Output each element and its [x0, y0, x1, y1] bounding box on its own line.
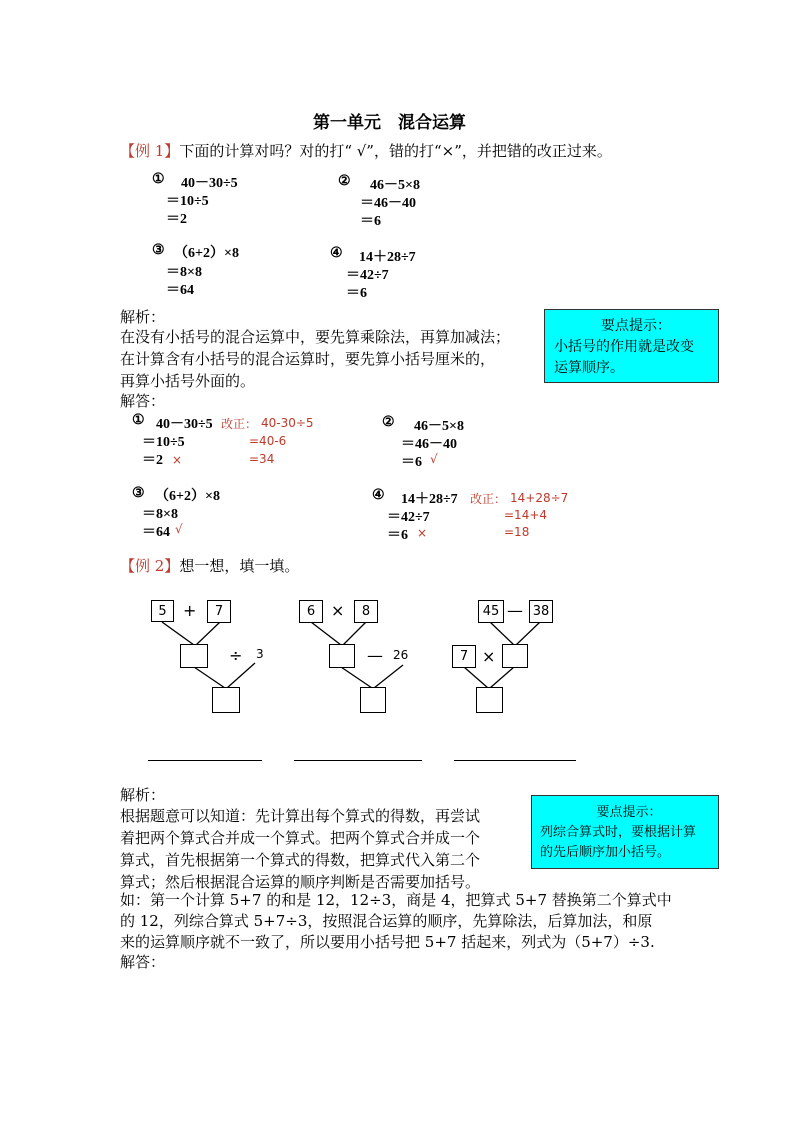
answer-line: （6+2）×8	[155, 489, 220, 504]
analysis-line: 再算小括号外面的。	[120, 372, 256, 390]
example1-prompt: 下面的计算对吗？对的打“ √”，错的打“×”，并把错的改正过来。	[179, 142, 612, 160]
operand-box: 8	[354, 600, 378, 623]
answer-box[interactable]	[329, 644, 355, 668]
answer-label: 解答：	[120, 953, 166, 971]
problem-line: ＝2	[166, 212, 187, 227]
tip-line: 列综合算式时，要根据计算	[540, 825, 697, 840]
fix-line: 40-30÷5	[261, 416, 314, 430]
operand-box: 45	[478, 600, 504, 623]
operand: 3	[256, 647, 264, 661]
tip-box	[531, 795, 719, 869]
operator: —	[367, 646, 383, 665]
problem-line: 14＋28÷7	[359, 250, 416, 265]
correct-mark: √	[175, 522, 183, 536]
result-box[interactable]	[360, 687, 386, 713]
fix-line: 14+28÷7	[510, 491, 569, 505]
answer-line: ＝6	[387, 528, 408, 543]
operator: ÷	[229, 646, 243, 665]
answer-number: ③	[132, 486, 145, 501]
problem-line: （6+2）×8	[174, 246, 239, 261]
fix-line: =40-6	[249, 434, 287, 448]
fix-line: =18	[504, 525, 530, 539]
tip-title: 要点提示：	[601, 318, 671, 334]
wrong-mark: ×	[172, 453, 183, 467]
tip-line: 运算顺序。	[554, 360, 624, 376]
example2-prompt: 想一想，填一填。	[179, 557, 300, 575]
analysis-line: 在没有小括号的混合运算中，要先算乘除法，再算加减法；	[120, 328, 511, 346]
problem-line: ＝8×8	[166, 265, 202, 280]
answer-line: 46－5×8	[414, 419, 464, 434]
answer-line: 40－30÷5	[156, 417, 213, 432]
problem-line: ＝46－40	[360, 196, 416, 211]
analysis-line: 如：第一个计算 5+7 的和是 12，12÷3，商是 4，把算式 5+7 替换第二个算式中	[120, 891, 672, 909]
problem-line: ＝10÷5	[166, 194, 209, 209]
answer-line: ＝2	[142, 453, 163, 468]
problem-line: ＝42÷7	[346, 268, 389, 283]
operand-box: 38	[529, 600, 553, 623]
operator: ×	[331, 601, 345, 620]
problem-number: ④	[330, 246, 343, 261]
correct-mark: √	[430, 452, 438, 466]
analysis-line: 算式，首先根据第一个算式的得数，把算式代入第二个	[120, 851, 481, 869]
problem-number: ③	[152, 243, 165, 258]
answer-line: ＝8×8	[142, 507, 178, 522]
tip-title: 要点提示：	[596, 805, 662, 820]
analysis-line: 来的运算顺序就不一致了，所以要用小括号把 5+7 括起来，列式为（5+7）÷3.	[120, 933, 655, 951]
tip-line: 小括号的作用就是改变	[554, 339, 694, 355]
answer-line: ＝10÷5	[142, 435, 185, 450]
answer-blank[interactable]	[454, 760, 576, 761]
answer-box[interactable]	[502, 644, 528, 668]
fix-label: 改正：	[221, 417, 258, 431]
problem-line: ＝6	[346, 286, 367, 301]
result-box[interactable]	[476, 687, 503, 713]
page-title: 第一单元 混合运算	[313, 113, 466, 133]
operand-box: 6	[299, 600, 323, 623]
answer-line: ＝6	[401, 455, 422, 470]
operator: ×	[482, 647, 496, 666]
answer-label: 解答：	[120, 392, 166, 410]
analysis-label: 解析：	[120, 308, 166, 326]
analysis-label: 解析：	[120, 786, 166, 804]
operator: +	[183, 601, 197, 620]
answer-number: ④	[372, 488, 385, 503]
analysis-line: 在计算含有小括号的混合运算时，要先算小括号厘米的，	[120, 350, 496, 368]
fix-label: 改正：	[470, 492, 507, 506]
analysis-line: 根据题意可以知道：先计算出每个算式的得数，再尝试	[120, 807, 481, 825]
answer-number: ②	[382, 415, 395, 430]
answer-blank[interactable]	[294, 760, 422, 761]
example1-tag: 【例 1】	[120, 142, 180, 160]
operand-box: 7	[452, 645, 476, 668]
example2-tag: 【例 2】	[120, 557, 180, 575]
operator: —	[507, 601, 523, 620]
wrong-mark: ×	[417, 526, 428, 540]
analysis-line: 着把两个算式合并成一个算式。把两个算式合并成一个	[120, 829, 481, 847]
operand-box: 5	[151, 600, 174, 622]
answer-blank[interactable]	[148, 760, 262, 761]
tip-line: 的先后顺序加小括号。	[540, 845, 671, 860]
fix-line: =34	[249, 452, 275, 466]
answer-number: ①	[132, 413, 145, 428]
answer-line: ＝64	[142, 525, 170, 540]
answer-line: ＝42÷7	[387, 510, 430, 525]
analysis-line: 的 12，列综合算式 5+7÷3，按照混合运算的顺序，先算除法，后算加法，和原	[120, 912, 653, 930]
analysis-line: 算式；然后根据混合运算的顺序判断是否需要加括号。	[120, 873, 481, 891]
problem-number: ②	[338, 174, 351, 189]
problem-line: ＝64	[166, 283, 194, 298]
problem-line: 46－5×8	[370, 178, 420, 193]
answer-line: ＝46－40	[401, 437, 457, 452]
problem-number: ①	[152, 172, 165, 187]
operand-box: 7	[207, 600, 231, 623]
operand: 26	[393, 648, 409, 662]
problem-line: 40－30÷5	[181, 176, 238, 191]
answer-line: 14＋28÷7	[401, 492, 458, 507]
fix-line: =14+4	[504, 508, 548, 522]
result-box[interactable]	[212, 687, 240, 713]
answer-box[interactable]	[180, 644, 208, 668]
problem-line: ＝6	[360, 214, 381, 229]
